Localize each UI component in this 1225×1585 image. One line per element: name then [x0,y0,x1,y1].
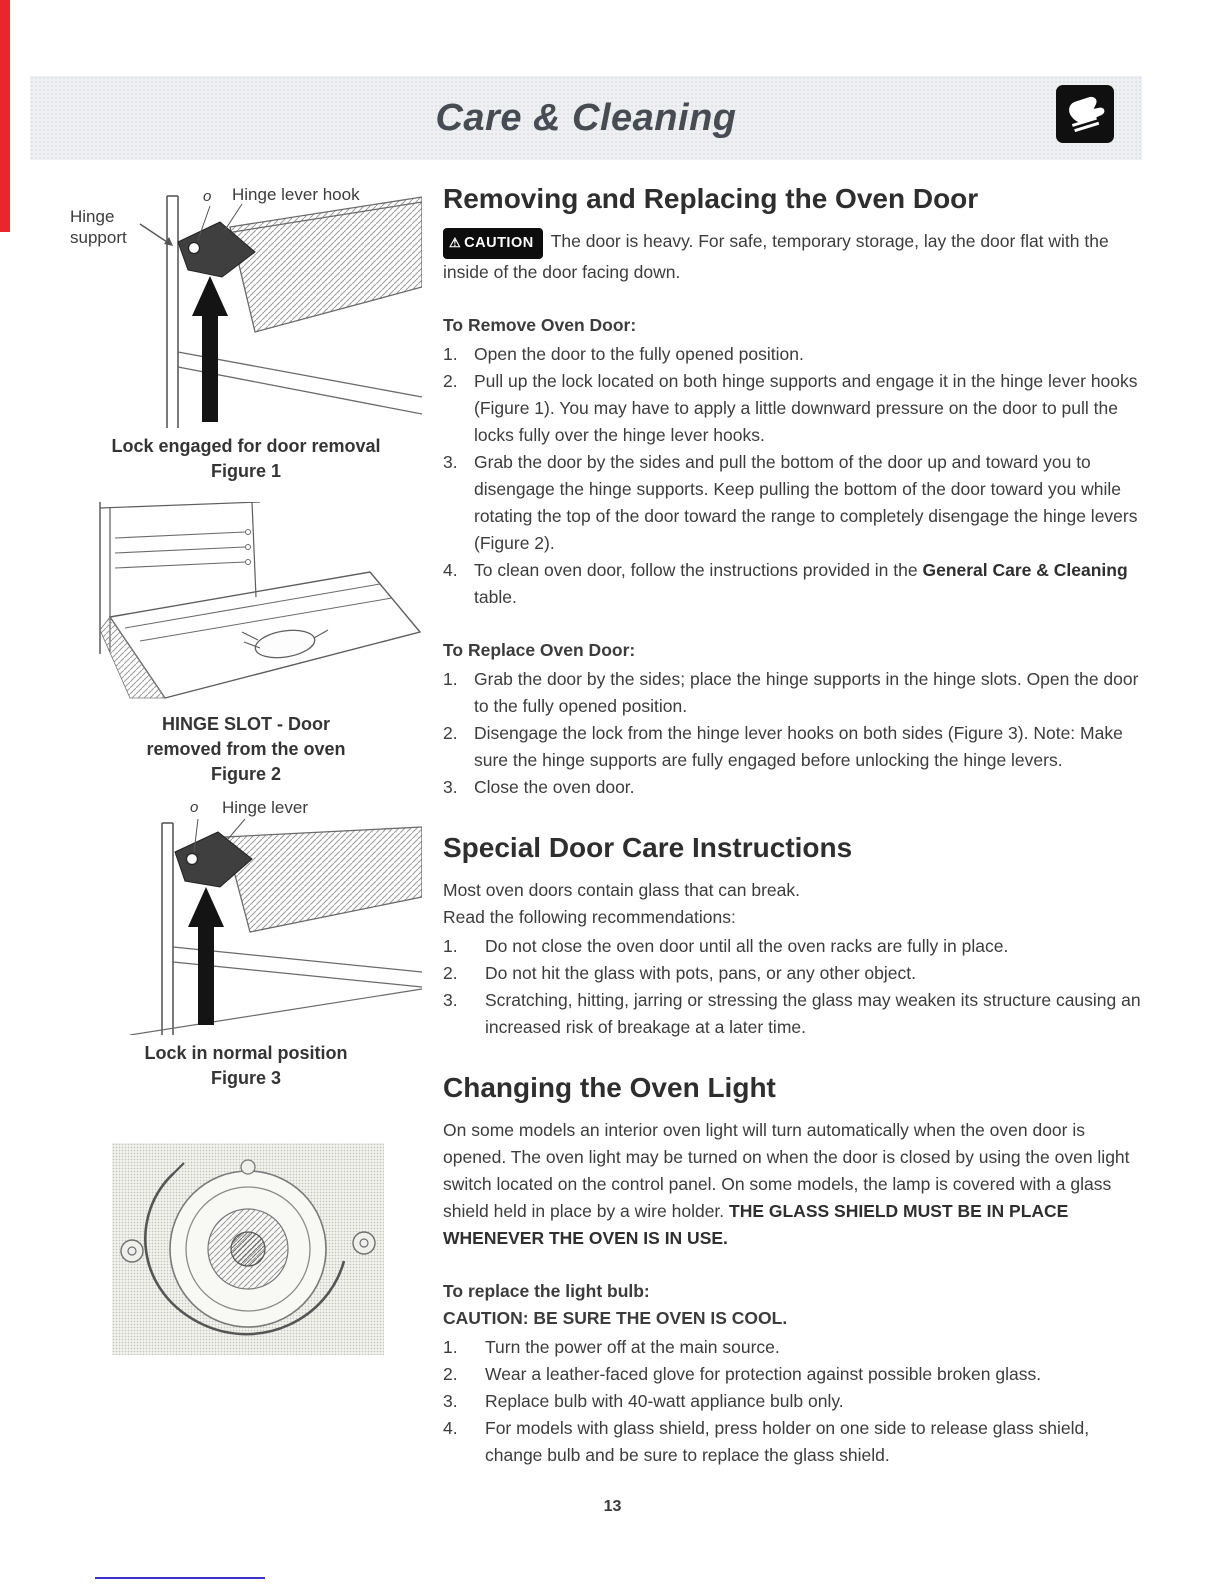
page-title: Care & Cleaning [435,96,737,139]
special-intro-2: Read the following recommendations: [443,907,736,927]
figure-1 [70,182,422,428]
special-list [443,933,1143,1041]
item-text: For models with glass shield, press holder on one side to release glass shield, change bulb and be sure to replace the glass shield. [485,1418,1090,1465]
item-text: Open the door to the fully opened position. [474,344,804,364]
light-body-bold: THE GLASS SHIELD MUST BE IN PLACE WHENEVER THE OVEN IS IN USE. [443,1201,1069,1248]
section-title-special: Special Door Care Instructions [443,832,853,863]
label-o: o [203,188,212,205]
figure-3-drawing [70,797,422,1035]
caution-paragraph [443,228,1143,286]
bulb-caution: CAUTION: BE SURE THE OVEN IS COOL. [443,1308,788,1328]
remove-list [443,341,1143,611]
item-text-bold: General Care & Cleaning [922,560,1128,580]
page-number: 13 [603,1498,622,1515]
caption-line: Lock in normal position [144,1043,348,1063]
item-text: Do not hit the glass with pots, pans, or any other object. [485,963,916,983]
list-item [443,449,1143,557]
list-item [443,368,1143,449]
content-column [443,182,1143,1469]
caption-line: HINGE SLOT - Door [162,714,330,734]
light-body [443,1117,1143,1252]
item-text: Grab the door by the sides; place the hinge supports in the hinge slots. Open the door to the fully opened position. [474,669,1139,716]
special-intro-1: Most oven doors contain glass that can break. [443,880,801,900]
list-item [443,720,1143,774]
replace-heading: To Replace Oven Door: [443,640,636,660]
figure-1-caption [70,434,422,484]
item-text: To clean oven door, follow the instructions provided in the [474,560,923,580]
item-text: Pull up the lock located on both hinge supports and engage it in the hinge lever hooks (Figure 1). You may have to apply a little downward pressure on the door to pull the locks fully over the hinge lever hooks. [474,371,1138,445]
item-text: table. [474,587,517,607]
label-hinge-support: Hinge support [70,207,127,247]
caution-text: The door is heavy. For safe, temporary storage, lay the door flat with the inside of the door facing down. [443,231,1109,282]
section-title-door: Removing and Replacing the Oven Door [443,183,979,214]
list-item [443,933,1143,960]
list-item [443,960,1143,987]
label-hinge-lever: Hinge lever [222,798,308,817]
bulb-list [443,1334,1143,1469]
item-text: Close the oven door. [474,777,635,797]
figure-light-bulb [112,1143,384,1355]
item-text: Disengage the lock from the hinge lever hooks on both sides (Figure 3). Note: Make sure the hinge supports are fully engaged before unlocking the hinge levers. [474,723,1123,770]
caption-line: Lock engaged for door removal [111,436,381,456]
list-item [443,557,1143,611]
item-text: Replace bulb with 40-watt appliance bulb only. [485,1391,844,1411]
list-item [443,987,1143,1041]
light-body-text: On some models an interior oven light will turn automatically when the oven door is opened. The oven light may be turned on when the door is closed by using the oven light switch located on the control panel. On some models, the lamp is covered with a glass shield held in place by a wire holder. [443,1120,1130,1221]
list-item [443,1361,1143,1388]
oven-mitt-icon [1056,85,1114,143]
caution-badge [443,228,543,259]
item-text: Grab the door by the sides and pull the bottom of the door up and toward you to disengage the hinge supports. Keep pulling the bottom of the door toward you while rotating the top of the door toward the range to completely disengage the hinge levers (Figure 2). [474,452,1138,553]
figure-3-caption [70,1041,422,1091]
figure-2-drawing [70,502,422,702]
item-text: Wear a leather-faced glove for protection against possible broken glass. [485,1364,1042,1384]
list-item [443,666,1143,720]
page-header [30,76,1142,160]
figure-number: Figure 3 [210,1068,281,1088]
warning-icon: ⚠ [449,235,462,250]
remove-heading: To Remove Oven Door: [443,315,637,335]
list-item [443,1334,1143,1361]
figure-2 [70,502,422,702]
light-bulb-drawing [112,1143,384,1355]
item-text: Turn the power off at the main source. [485,1337,780,1357]
footer-blue-line [95,1577,265,1579]
item-text: Do not close the oven door until all the oven racks are fully in place. [485,936,1009,956]
red-edge-strip [0,0,10,232]
label-o: o [190,799,199,816]
list-item [443,1388,1143,1415]
replace-list [443,666,1143,801]
list-item [443,341,1143,368]
figures-column [70,182,422,1355]
bulb-heading: To replace the light bulb: [443,1281,650,1301]
list-item [443,1415,1143,1469]
list-item [443,774,1143,801]
figure-2-caption [70,712,422,787]
item-text: Scratching, hitting, jarring or stressing the glass may weaken its structure causing an increased risk of breakage at a later time. [485,990,1141,1037]
label-hinge-lever-hook: Hinge lever hook [232,185,360,204]
figure-number: Figure 1 [210,461,281,481]
figure-3 [70,797,422,1035]
section-title-light: Changing the Oven Light [443,1072,776,1103]
caption-line: removed from the oven [146,739,346,759]
figure-number: Figure 2 [210,764,281,784]
caution-badge-label: CAUTION [464,235,534,251]
